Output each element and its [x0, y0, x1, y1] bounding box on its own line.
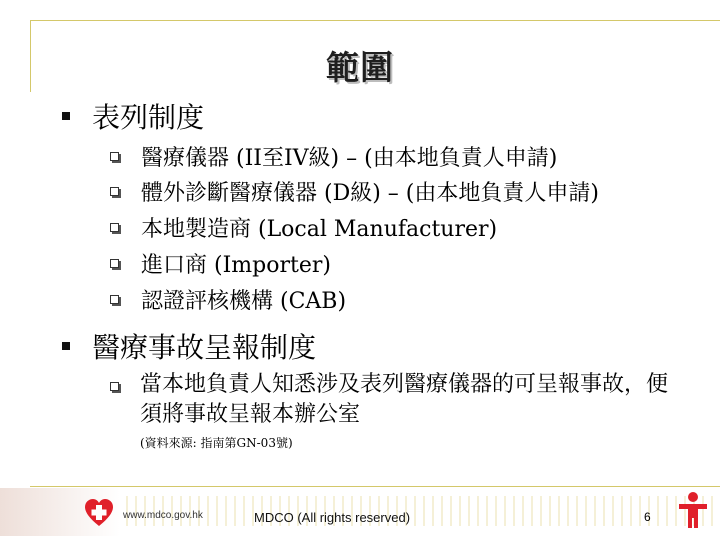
slide-title: 範圍 — [326, 48, 394, 87]
list-item — [110, 284, 346, 315]
bullet-section-1 — [62, 96, 204, 136]
checkbox-bullet-icon — [110, 295, 119, 304]
list-item-text: 醫療儀器 (II至IV級) – (由本地負責人申請) — [141, 146, 558, 171]
footer-url: www.mdco.gov.hk — [123, 510, 203, 521]
checkbox-bullet-icon — [110, 152, 119, 161]
person-icon — [676, 491, 710, 529]
source-note: (資料來源: 指南第GN-03號) — [140, 436, 293, 450]
footer-divider — [30, 486, 720, 487]
section-heading: 醫療事故呈報制度 — [92, 331, 317, 364]
list-item — [110, 248, 331, 279]
checkbox-bullet-icon — [110, 223, 119, 232]
list-item-text: 進口商 (Importer) — [141, 253, 331, 278]
list-item — [110, 176, 599, 207]
footer-rights: MDCO (All rights reserved) — [254, 510, 411, 525]
list-item — [110, 141, 557, 172]
square-bullet-icon — [62, 342, 70, 350]
square-bullet-icon — [62, 112, 70, 120]
heart-cross-icon — [84, 498, 114, 528]
checkbox-bullet-icon — [110, 187, 119, 196]
list-item-text: 本地製造商 (Local Manufacturer) — [141, 217, 498, 242]
checkbox-bullet-icon — [110, 259, 119, 268]
page-number: 6 — [644, 510, 651, 524]
checkbox-bullet-icon — [110, 382, 119, 391]
list-item-text: 當本地負責人知悉涉及表列醫療儀器的可呈報事故，便須將事故呈報本辦公室 — [140, 372, 669, 427]
bullet-section-2 — [62, 326, 316, 366]
list-item-text: 體外診斷醫療儀器 (D級) – (由本地負責人申請) — [141, 181, 599, 206]
slide-frame-top-line — [30, 20, 720, 21]
list-item — [110, 212, 497, 243]
section-heading: 表列制度 — [92, 101, 205, 134]
list-item — [110, 370, 680, 430]
list-item-text: 認證評核機構 (CAB) — [141, 289, 347, 314]
